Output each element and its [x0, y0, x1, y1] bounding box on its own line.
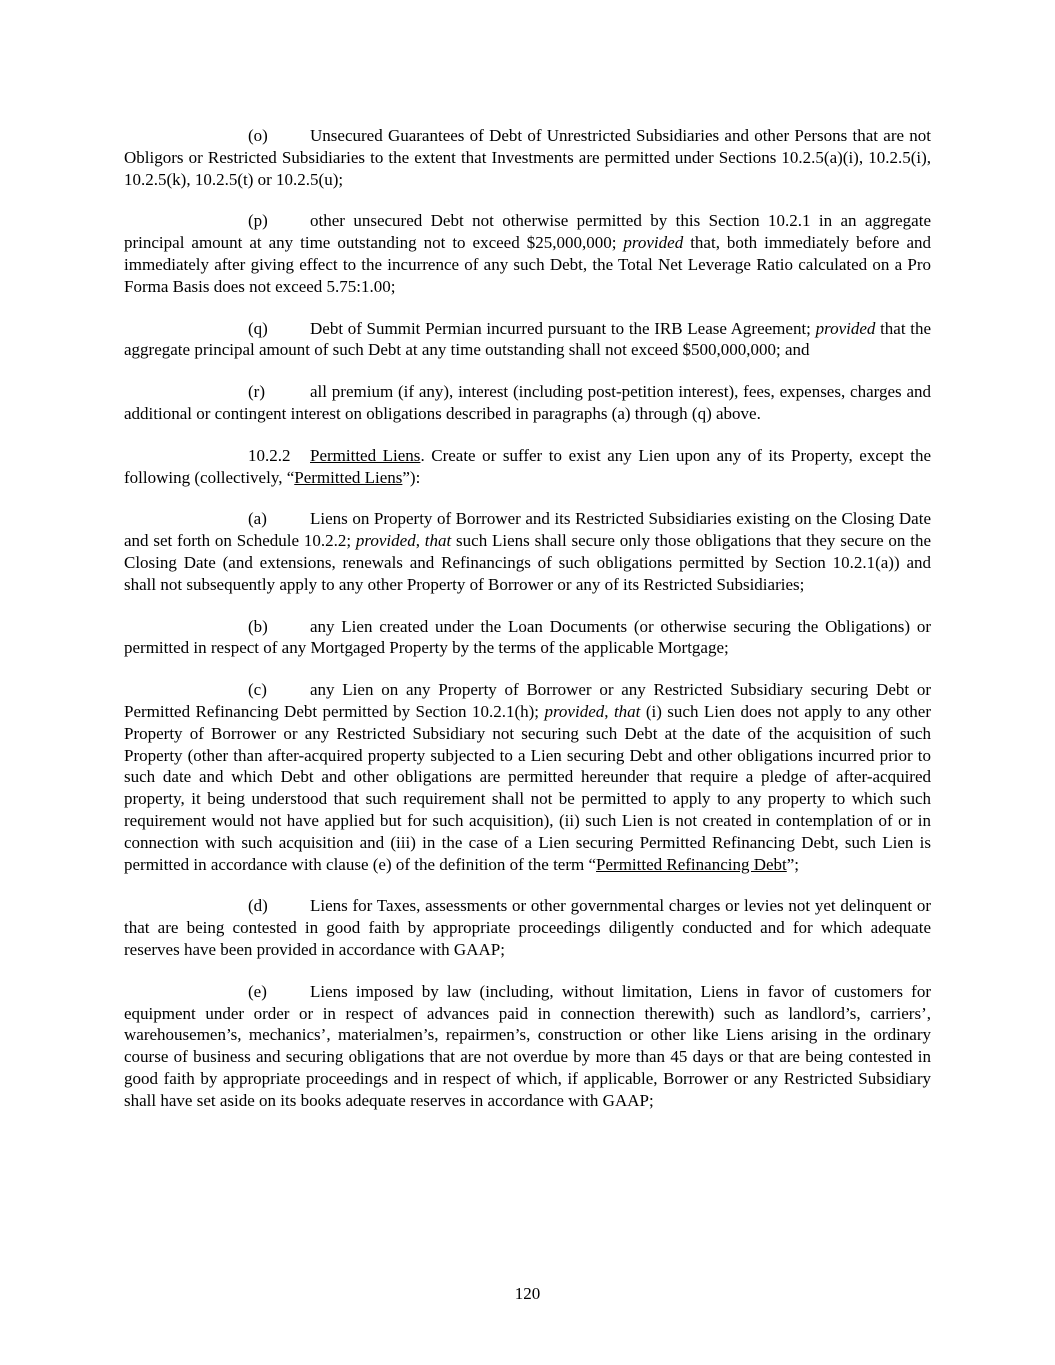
lien-paragraph-b — [124, 616, 931, 660]
italic-term: provided — [544, 701, 605, 721]
defined-term: Permitted Refinancing Debt — [596, 854, 787, 874]
paragraph-p — [124, 210, 931, 297]
italic-term: that — [424, 531, 452, 551]
lien-paragraph-a — [124, 508, 931, 595]
paragraph-label: (b) — [248, 616, 268, 636]
paragraph-o — [124, 125, 931, 190]
section-10-2-2 — [124, 445, 931, 489]
italic-term: provided — [355, 531, 416, 551]
paragraph-label: (q) — [248, 318, 268, 338]
paragraph-text: Liens for Taxes, assessments or other governmental charges or levies not yet delinquent or that are being contested in good faith by appropriate proceedings diligently conducted and for which adequate reserves have been provided in accordance with GAAP; — [124, 896, 931, 959]
paragraph-text: , — [415, 531, 425, 551]
paragraph-label: (r) — [248, 382, 265, 402]
italic-term: provided — [815, 318, 876, 338]
paragraph-label: (e) — [248, 981, 267, 1001]
paragraph-text: any Lien on any Property of Borrower or any Restricted Subsidiary securing Debt or Permitted Refinancing Debt permitted by Section 10.2.1(h); — [124, 680, 931, 721]
paragraph-text: that the aggregate principal amount of such Debt at any time outstanding shall not exceed $500,000,000; and — [124, 318, 931, 360]
paragraph-text: all premium (if any), interest (including post-petition interest), fees, expenses, charges and additional or contingent interest on obligations described in paragraphs (a) through (q) above. — [124, 382, 931, 423]
paragraph-text: Liens on Property of Borrower and its Restricted Subsidiaries existing on the Closing Date and set forth on Schedule 10.2.2; — [124, 509, 931, 551]
paragraph-text: such Liens shall secure only those obligations that they secure on the Closing Date (and extensions, renewals and Refinancings of such obligations permitted by Section 10.2.1(a)) and shall not subsequently apply to any other Property of Borrower or any of its Restricted Subsidiaries; — [124, 531, 932, 594]
paragraph-text: . Create or suffer to exist any Lien upon any of its Property, except the following (collectively, “ — [124, 445, 931, 487]
document-body — [124, 125, 931, 1131]
italic-term: provided — [623, 233, 684, 253]
paragraph-text: ”; — [786, 854, 800, 874]
paragraph-label: (p) — [248, 211, 268, 231]
paragraph-text: that, both immediately before and immediately after giving effect to the incurrence of any such Debt, the Total Net Leverage Ratio calculated on a Pro Forma Basis does not exceed 5.75:1.00; — [124, 233, 932, 296]
page-number: 120 — [514, 1284, 541, 1303]
paragraph-q — [124, 318, 931, 362]
paragraph-text: Unsecured Guarantees of Debt of Unrestricted Subsidiaries and other Persons that are not Obligors or Restricted Subsidiaries to the extent that Investments are permitted under Sections 10.2.5(a)(i), 10.2.5(i), 10.2.5(k), 10.2.5(t) or 10.2.5(u); — [124, 126, 931, 189]
italic-term: that — [613, 701, 641, 721]
defined-term: Permitted Liens — [294, 467, 403, 487]
paragraph-text: , — [604, 701, 614, 721]
paragraph-text: (i) such Lien does not apply to any other Property of Borrower or any Restricted Subsidiary not securing such Debt at the date of the acquisition of such Property (other than after-acquired property subjected to a Lien securing Debt and other obligations incurred prior to such date and which Debt and other obligations are permitted hereunder that require a pledge of after-acquired property, it being understood that such requirement shall not be permitted to apply to any property to which such requirement would not have applied but for such acquisition), (ii) such Lien is not created in contemplation of or in connection with such acquisition and (iii) in the case of a Lien securing Permitted Refinancing Debt, such Lien is permitted in accordance with clause (e) of the definition of the term “ — [124, 701, 931, 874]
paragraph-label: (c) — [248, 680, 267, 700]
section-number: 10.2.2 — [248, 445, 291, 465]
lien-paragraph-c — [124, 679, 931, 875]
paragraph-text: Debt of Summit Permian incurred pursuant to the IRB Lease Agreement; — [310, 318, 816, 338]
paragraph-text: Liens imposed by law (including, without limitation, Liens in favor of customers for equipment under order or in respect of advances paid in connection therewith) such as landlord’s, carriers’, warehousemen’s, mechanics’, materialmen’s, repairmen’s, construction or other like Liens arising in the ordinary course of business and securing obligations that are not overdue by more than 45 days or that are being contested in good faith by appropriate proceedings and in respect of which, if applicable, Borrower or any Restricted Subsidiary shall have set aside on its books adequate reserves in accordance with GAAP; — [124, 981, 931, 1110]
paragraph-label: (a) — [248, 509, 267, 529]
lien-paragraph-d — [124, 895, 931, 960]
lien-paragraph-e — [124, 981, 931, 1112]
section-title: Permitted Liens — [310, 445, 421, 465]
paragraph-text: ”): — [402, 467, 421, 487]
paragraph-text: other unsecured Debt not otherwise permitted by this Section 10.2.1 in an aggregate principal amount at any time outstanding not to exceed $25,000,000; — [124, 211, 931, 253]
paragraph-text: any Lien created under the Loan Documents (or otherwise securing the Obligations) or permitted in respect of any Mortgaged Property by the terms of the applicable Mortgage; — [124, 616, 931, 658]
paragraph-label: (d) — [248, 896, 268, 916]
paragraph-r — [124, 381, 931, 425]
paragraph-label: (o) — [248, 126, 268, 145]
